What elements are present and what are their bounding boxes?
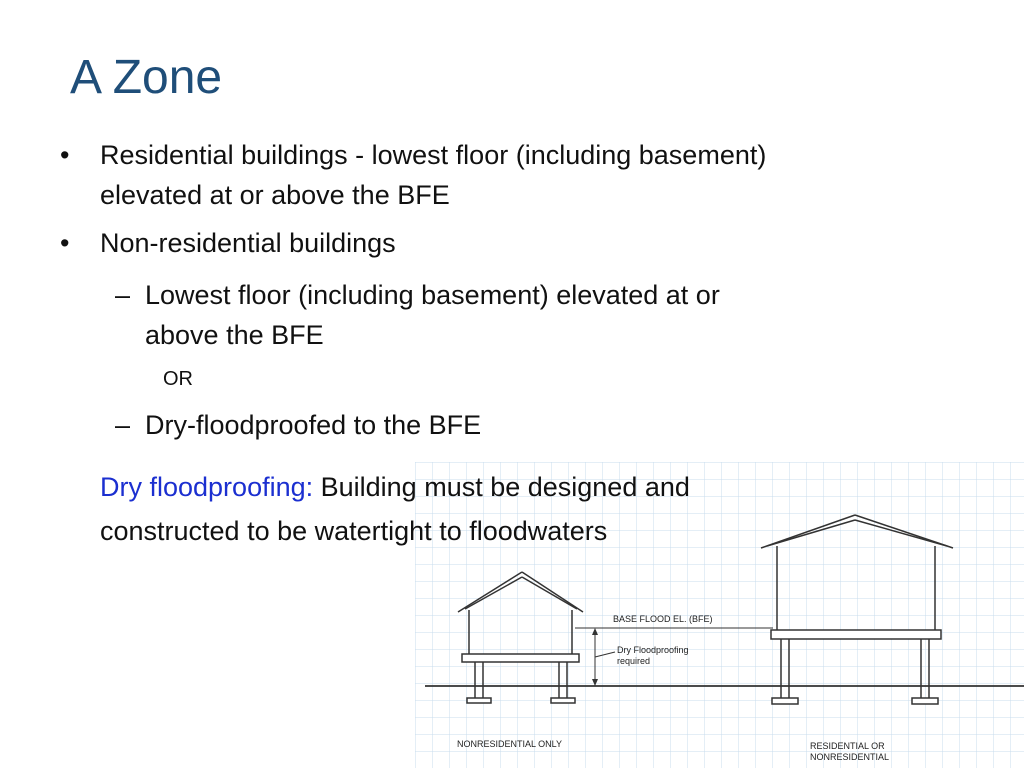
dry-floodproofing-label: required [617, 656, 651, 666]
bfe-label: BASE FLOOD EL. (BFE) [613, 614, 713, 624]
sub-bullet-marker: – [115, 410, 131, 440]
definition-text: Building must be designed and [313, 472, 690, 502]
right-caption: NONRESIDENTIAL [810, 752, 890, 762]
definition-line [100, 472, 690, 503]
bullet-text: elevated at or above the BFE [100, 180, 450, 210]
bullet-text: Residential buildings - lowest floor (including basement) [100, 140, 767, 170]
definition-term: Dry floodproofing: [100, 472, 314, 502]
bullet-text: Non-residential buildings [100, 228, 396, 258]
floodproofing-diagram [415, 462, 1024, 768]
sub-bullet-marker: – [115, 280, 131, 310]
definition-line: constructed to be watertight to floodwaters [100, 516, 608, 546]
grid-background [415, 462, 1024, 768]
sub-bullet-text: Lowest floor (including basement) elevated at or [145, 280, 720, 310]
sub-bullet-text: Dry-floodproofed to the BFE [145, 410, 482, 440]
slide-title: A Zone [70, 51, 223, 104]
bullet-marker: • [60, 140, 70, 170]
right-caption: RESIDENTIAL OR [810, 741, 885, 751]
left-caption: NONRESIDENTIAL ONLY [457, 739, 563, 749]
dry-floodproofing-label: Dry Floodproofing [617, 645, 689, 655]
sub-bullet-text: above the BFE [145, 320, 324, 350]
bullet-marker: • [60, 228, 70, 258]
or-text: OR [163, 368, 193, 390]
